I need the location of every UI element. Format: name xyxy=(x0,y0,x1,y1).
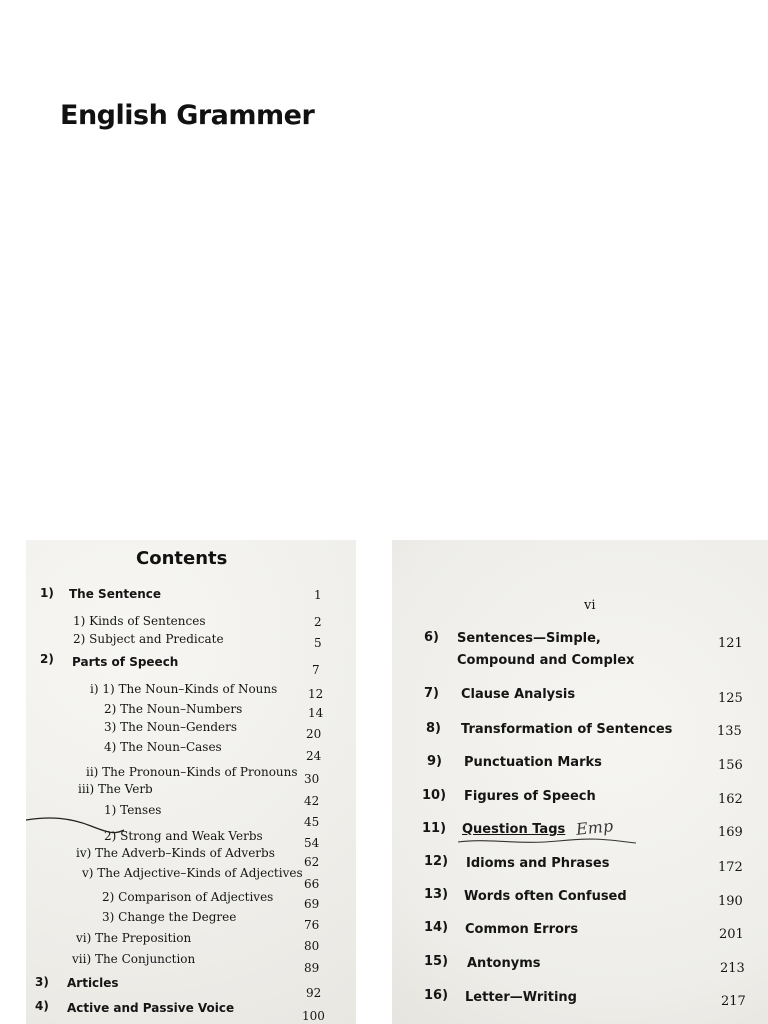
contents-page-left xyxy=(26,540,356,1024)
entry-page: 45 xyxy=(304,815,320,829)
entry-page: 54 xyxy=(304,836,320,850)
entry-text: Idioms and Phrases xyxy=(466,856,610,871)
entry-page: 14 xyxy=(308,706,324,720)
entry-text: 1) Tenses xyxy=(104,803,162,817)
entry-text: iv) The Adverb–Kinds of Adverbs xyxy=(76,846,275,860)
entry-label: 12) xyxy=(424,854,449,869)
entry-page: 121 xyxy=(718,636,743,651)
entry-text: Punctuation Marks xyxy=(464,755,602,770)
entry-label: 7) xyxy=(424,686,439,701)
page-number-marker: vi xyxy=(584,598,596,613)
entry-label: 15) xyxy=(424,954,449,969)
entry-text: Figures of Speech xyxy=(464,789,596,804)
entry-label: 2) xyxy=(40,652,54,666)
entry-page: 12 xyxy=(308,687,324,701)
entry-label: 10) xyxy=(422,788,447,803)
entry-label: 8) xyxy=(426,721,441,736)
entry-text: The Sentence xyxy=(69,587,162,601)
entry-page: 217 xyxy=(721,994,746,1009)
entry-text: Sentences—Simple, xyxy=(457,631,601,646)
entry-text: 2) Strong and Weak Verbs xyxy=(104,829,263,843)
entry-page: 1 xyxy=(314,588,322,602)
entry-label: 16) xyxy=(424,988,449,1003)
entry-text: 1) Kinds of Sentences xyxy=(73,614,206,628)
entry-page: 76 xyxy=(304,918,320,932)
contents-page-right xyxy=(392,540,768,1024)
entry-page: 125 xyxy=(718,691,743,706)
entry-page: 162 xyxy=(718,792,743,807)
entry-text: vii) The Conjunction xyxy=(72,952,196,966)
pen-underline xyxy=(458,836,638,848)
entry-text: 2) The Noun–Numbers xyxy=(104,702,243,716)
entry-page: 92 xyxy=(306,986,322,1000)
entry-text: 3) Change the Degree xyxy=(102,910,237,924)
entry-page: 156 xyxy=(718,758,743,773)
entry-text: Parts of Speech xyxy=(72,655,179,669)
entry-page: 213 xyxy=(720,961,745,976)
entry-page: 30 xyxy=(304,772,320,786)
entry-label: 11) xyxy=(422,821,447,836)
entry-text: v) The Adjective–Kinds of Adjectives xyxy=(82,866,303,880)
entry-page: 80 xyxy=(304,939,320,953)
entry-text: 4) The Noun–Cases xyxy=(104,740,222,754)
entry-text: Words often Confused xyxy=(464,889,627,904)
entry-page: 20 xyxy=(306,727,322,741)
entry-text: Clause Analysis xyxy=(461,687,576,702)
entry-text: Common Errors xyxy=(465,922,579,937)
entry-page: 7 xyxy=(312,663,320,677)
contents-heading: Contents xyxy=(136,548,228,569)
handwritten-note: Emp xyxy=(575,816,614,839)
entry-text: i) 1) The Noun–Kinds of Nouns xyxy=(90,682,278,696)
entry-page: 24 xyxy=(306,749,322,763)
entry-page: 69 xyxy=(304,897,320,911)
document-title: English Grammer xyxy=(60,100,315,131)
entry-label: 4) xyxy=(35,999,49,1013)
entry-text: Question Tags xyxy=(462,822,566,837)
entry-page: 5 xyxy=(314,636,322,650)
entry-label: 13) xyxy=(424,887,449,902)
entry-page: 66 xyxy=(304,877,320,891)
entry-text: Articles xyxy=(67,976,119,990)
entry-text: Letter—Writing xyxy=(465,990,577,1005)
entry-label: 9) xyxy=(427,754,442,769)
entry-label: 3) xyxy=(35,975,49,989)
entry-label: 1) xyxy=(40,586,54,600)
entry-page: 89 xyxy=(304,961,320,975)
entry-page: 172 xyxy=(718,860,743,875)
entry-page: 42 xyxy=(304,794,320,808)
entry-text: Antonyms xyxy=(467,956,541,971)
entry-text: Transformation of Sentences xyxy=(461,722,673,737)
entry-page: 135 xyxy=(717,724,742,739)
entry-text: 2) Subject and Predicate xyxy=(73,632,224,646)
entry-text: 3) The Noun–Genders xyxy=(104,720,238,734)
entry-text-continued: Compound and Complex xyxy=(457,653,635,668)
entry-page: 201 xyxy=(719,927,744,942)
entry-page: 190 xyxy=(718,894,743,909)
entry-text: vi) The Preposition xyxy=(76,931,192,945)
entry-page: 100 xyxy=(302,1009,325,1023)
entry-page: 169 xyxy=(718,825,743,840)
entry-page: 62 xyxy=(304,855,320,869)
entry-text: Active and Passive Voice xyxy=(67,1001,235,1015)
entry-label: 14) xyxy=(424,920,449,935)
entry-page: 2 xyxy=(314,615,322,629)
entry-text: ii) The Pronoun–Kinds of Pronouns xyxy=(86,765,298,779)
entry-text: iii) The Verb xyxy=(78,782,153,796)
entry-label: 6) xyxy=(424,630,439,645)
entry-text: 2) Comparison of Adjectives xyxy=(102,890,274,904)
